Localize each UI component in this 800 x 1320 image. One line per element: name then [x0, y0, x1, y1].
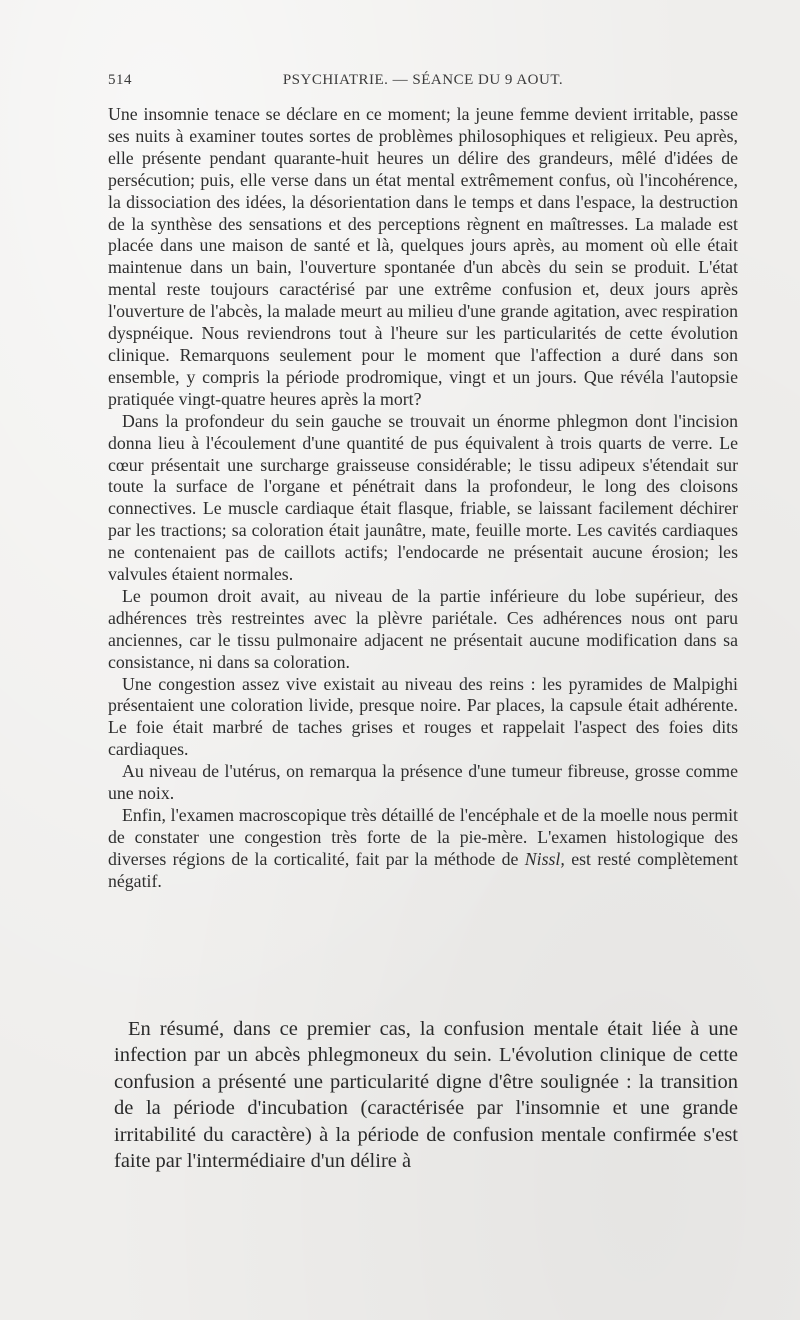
summary-paragraph: En résumé, dans ce premier cas, la confusion mentale était liée à une infection par un abcès phlegmoneux du sein. L'évolution clinique de cette confusion a présenté une particularité digne d'être soulignée : la transition de la période d'incubation (caractérisée par l'insomnie et une grande irritabilité du caractère) à la période de confusion mentale confirmée s'est faite par l'intermédiaire d'un délire à — [114, 1018, 738, 1173]
paragraph-kidneys: Une congestion assez vive existait au niveau des reins : les pyramides de Malpighi présentaient une coloration livide, presque noire. Par places, la capsule était adhérente. Le foie était marbré de taches grises et rouges et rappelait l'aspect des foies dits cardiaques. — [108, 673, 738, 760]
paragraph-phlegmon: Dans la profondeur du sein gauche se trouvait un énorme phlegmon dont l'incision donna lieu à l'écoulement d'une quantité de pus équivalent à trois quarts de verre. Le cœur présentait une surcharge graisseuse considérable; le tissu adipeux s'étendait sur toute la surface de l'organe et pénétrait dans la profondeur, le long des cloisons connectives. Le muscle cardiaque était flasque, friable, se laissant facilement déchirer par les tractions; sa coloration était jaunâtre, mate, feuille morte. Les cavités cardiaques ne contenaient pas de caillots actifs; l'endocarde ne présentait aucune érosion; les valvules étaient normales. — [108, 410, 738, 585]
author-name-nissl: Nissl, — [524, 848, 565, 869]
paragraph-insomnia: Une insomnie tenace se déclare en ce moment; la jeune femme devient irritable, passe ses nuits à examiner toutes sortes de problèmes philosophiques et religieux. Peu après, elle présente pendant quarante-huit heures un délire des grandeurs, mêlé d'idées de persécution; puis, elle verse dans un état mental extrêmement confus, où l'incohérence, la dissociation des idées, la désorientation dans le temps et dans l'espace, la destruction de la synthèse des sensations et des perceptions règnent en maîtresses. La malade est placée dans une maison de santé et là, quelques jours après, au moment où elle était maintenue dans un bain, l'ouverture spontanée d'un abcès du sein se produit. L'état mental reste toujours caractérisé par une extrême confusion et, deux jours après l'ouverture de l'abcès, la malade meurt au milieu d'une grande agitation, avec respiration dyspnéique. Nous reviendrons tout à l'heure sur les particularités de cette évolution clinique. Remarquons seulement pour le moment que l'affection a duré dans son ensemble, y compris la période prodromique, vingt et un jours. Que révéla l'autopsie pratiquée vingt-quatre heures après la mort? — [108, 104, 738, 409]
running-head — [108, 72, 738, 96]
body-text — [108, 104, 738, 893]
paragraph-encephalon-end: est resté complètement négatif. — [108, 848, 738, 891]
paragraph-lung: Le poumon droit avait, au niveau de la partie inférieure du lobe supérieur, des adhérences très restreintes avec la plèvre pariétale. Ces adhérences nous ont paru anciennes, car le tissu pulmonaire adjacent ne présentait aucune modification dans sa consistance, ni dans sa coloration. — [108, 585, 738, 672]
running-title: PSYCHIATRIE. — SÉANCE DU 9 AOUT. — [282, 72, 564, 88]
page-number: 514 — [108, 72, 132, 88]
paragraph-uterus: Au niveau de l'utérus, on remarqua la présence d'une tumeur fibreuse, grosse comme une noix. — [108, 761, 738, 804]
paragraph-encephalon — [108, 805, 738, 893]
paragraph-encephalon-text: Enfin, l'examen macroscopique très détaillé de l'encéphale et de la moelle nous permit de constater une congestion très forte de la pie-mère. L'examen histologique des diverses régions de la corticalité, fait par la méthode de — [108, 805, 738, 869]
